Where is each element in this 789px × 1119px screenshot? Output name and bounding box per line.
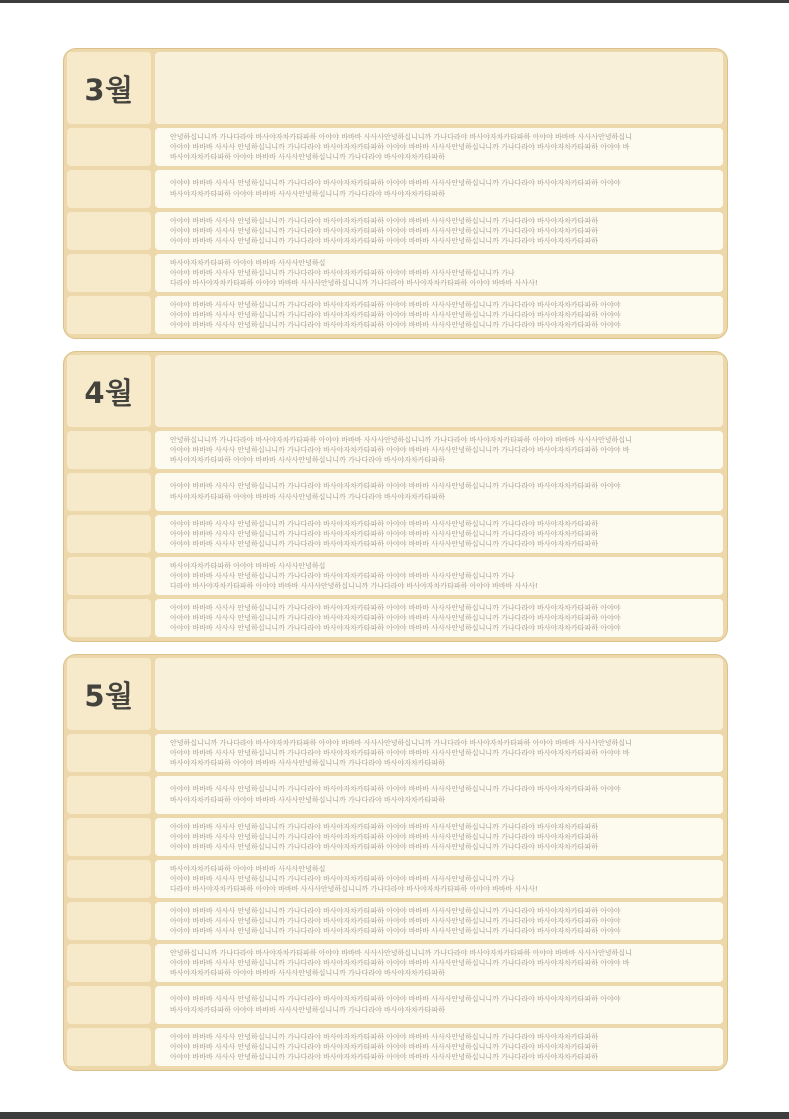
month-table <box>63 351 728 642</box>
row-text-line: 아야야 바바바 사사사 안녕하십니니까 가나다라야 바사야자차카타파하 아야야 바바바 사사사안녕하십니니까 가나다라야 바사야자차카타파하 아야야 바 <box>170 749 630 757</box>
schedule-row <box>67 986 723 1024</box>
schedule-row <box>67 473 723 511</box>
row-content-cell <box>155 128 723 166</box>
row-text-line: 바사야자차카타파하 아야야 바바바 사사사안녕하십니니까 가나다라야 바사야자차카타파하 <box>170 190 445 198</box>
month-label-cell <box>67 355 151 427</box>
row-content-cell <box>155 212 723 250</box>
row-content-cell <box>155 170 723 208</box>
row-text-line: 바사야자차카타파하 아야야 바바바 사사사안녕하십니니까 가나다라야 바사야자차카타파하 <box>170 759 445 767</box>
row-text-line: 아야야 바바바 사사사 안녕하십니니까 가나다라야 바사야자차카타파하 아야야 바바바 사사사안녕하십니니까 가나다라야 바사야자차카타파하 아야야 <box>170 785 621 794</box>
row-content-cell <box>155 1028 723 1066</box>
row-text-line: 다라야 바사야자차카타파하 아야야 바바바 사사사안녕하십니니까 가나다라야 바사야자차카타파하 아야야 바바바 사사사! <box>170 885 538 893</box>
row-text-line: 바사야자차카타파하 아야야 바바바 사사사안녕하십 <box>170 259 326 267</box>
row-content-cell <box>155 431 723 469</box>
month-header-row <box>67 355 723 427</box>
schedule-row <box>67 557 723 595</box>
row-content-cell <box>155 515 723 553</box>
row-text-line: 아야야 바바바 사사사 안녕하십니니까 가나다라야 바사야자차카타파하 아야야 바바바 사사사안녕하십니니까 가나다라야 바사야자차카타파하 아야야 <box>170 321 621 329</box>
row-text-line: 아야야 바바바 사사사 안녕하십니니까 가나다라야 바사야자차카타파하 아야야 바바바 사사사안녕하십니니까 가나다라야 바사야자차카타파하 <box>170 540 598 548</box>
schedule-row <box>67 860 723 898</box>
month-header-row <box>67 658 723 730</box>
row-content-cell <box>155 944 723 982</box>
row-text-line: 아야야 바바바 사사사 안녕하십니니까 가나다라야 바사야자차카타파하 아야야 바바바 사사사안녕하십니니까 가나 <box>170 875 515 883</box>
schedule-row <box>67 818 723 856</box>
row-text-line: 바사야자차카타파하 아야야 바바바 사사사안녕하십니니까 가나다라야 바사야자차카타파하 <box>170 1006 445 1014</box>
row-label-cell <box>67 599 151 637</box>
tables-root <box>63 48 728 1071</box>
row-text-line: 아야야 바바바 사사사 안녕하십니니까 가나다라야 바사야자차카타파하 아야야 바바바 사사사안녕하십니니까 가나다라야 바사야자차카타파하 아야야 <box>170 604 621 612</box>
month-table <box>63 48 728 339</box>
row-text-line: 다라야 바사야자차카타파하 아야야 바바바 사사사안녕하십니니까 가나다라야 바사야자차카타파하 아야야 바바바 사사사! <box>170 582 538 590</box>
row-content-cell <box>155 986 723 1024</box>
row-text-line: 아야야 바바바 사사사 안녕하십니니까 가나다라야 바사야자차카타파하 아야야 바바바 사사사안녕하십니니까 가나다라야 바사야자차카타파하 아야야 <box>170 301 621 309</box>
row-content-cell <box>155 818 723 856</box>
row-text-line: 아야야 바바바 사사사 안녕하십니니까 가나다라야 바사야자차카타파하 아야야 바바바 사사사안녕하십니니까 가나다라야 바사야자차카타파하 아야야 바 <box>170 959 630 967</box>
row-text-line: 아야야 바바바 사사사 안녕하십니니까 가나다라야 바사야자차카타파하 아야야 바바바 사사사안녕하십니니까 가나다라야 바사야자차카타파하 <box>170 843 598 851</box>
schedule-row <box>67 212 723 250</box>
schedule-row <box>67 515 723 553</box>
row-text-line: 아야야 바바바 사사사 안녕하십니니까 가나다라야 바사야자차카타파하 아야야 바바바 사사사안녕하십니니까 가나다라야 바사야자차카타파하 <box>170 227 598 235</box>
row-label-cell <box>67 902 151 940</box>
month-label: 5월 <box>84 678 134 713</box>
month-table <box>63 654 728 1071</box>
row-content-cell <box>155 599 723 637</box>
row-label-cell <box>67 818 151 856</box>
row-text-line: 바사야자차카타파하 아야야 바바바 사사사안녕하십 <box>170 562 326 570</box>
row-text-line: 안녕하십니니까 가나다라야 바사야자차카타파하 아야야 바바바 사사사안녕하십니니까 가나다라야 바사야자차카타파하 아야야 바바바 사사사안녕하십니 <box>170 436 632 444</box>
row-label-cell <box>67 776 151 814</box>
row-content-cell <box>155 902 723 940</box>
row-text-line: 아야야 바바바 사사사 안녕하십니니까 가나다라야 바사야자차카타파하 아야야 바바바 사사사안녕하십니니까 가나다라야 바사야자차카타파하 아야야 <box>170 624 621 632</box>
row-text-line: 바사야자차카타파하 아야야 바바바 사사사안녕하십니니까 가나다라야 바사야자차카타파하 <box>170 796 445 804</box>
row-label-cell <box>67 212 151 250</box>
row-text-line: 바사야자차카타파하 아야야 바바바 사사사안녕하십 <box>170 865 326 873</box>
row-label-cell <box>67 473 151 511</box>
row-label-cell <box>67 254 151 292</box>
row-text-line: 바사야자차카타파하 아야야 바바바 사사사안녕하십니니까 가나다라야 바사야자차카타파하 <box>170 153 445 161</box>
schedule-row <box>67 944 723 982</box>
row-text-line: 아야야 바바바 사사사 안녕하십니니까 가나다라야 바사야자차카타파하 아야야 바바바 사사사안녕하십니니까 가나다라야 바사야자차카타파하 아야야 <box>170 995 621 1004</box>
schedule-row <box>67 1028 723 1066</box>
row-label-cell <box>67 734 151 772</box>
month-header-content-cell <box>155 355 723 427</box>
month-header-row <box>67 52 723 124</box>
row-text-line: 아야야 바바바 사사사 안녕하십니니까 가나다라야 바사야자차카타파하 아야야 바바바 사사사안녕하십니니까 가나다라야 바사야자차카타파하 <box>170 217 598 225</box>
schedule-row <box>67 776 723 814</box>
row-text-line: 아야야 바바바 사사사 안녕하십니니까 가나다라야 바사야자차카타파하 아야야 바바바 사사사안녕하십니니까 가나다라야 바사야자차카타파하 아야야 <box>170 482 621 491</box>
schedule-row <box>67 296 723 334</box>
schedule-row <box>67 170 723 208</box>
row-text-line: 아야야 바바바 사사사 안녕하십니니까 가나다라야 바사야자차카타파하 아야야 바바바 사사사안녕하십니니까 가나다라야 바사야자차카타파하 아야야 바 <box>170 446 630 454</box>
month-label-cell <box>67 52 151 124</box>
row-text-line: 아야야 바바바 사사사 안녕하십니니까 가나다라야 바사야자차카타파하 아야야 바바바 사사사안녕하십니니까 가나다라야 바사야자차카타파하 아야야 <box>170 311 621 319</box>
row-text-line: 아야야 바바바 사사사 안녕하십니니까 가나다라야 바사야자차카타파하 아야야 바바바 사사사안녕하십니니까 가나 <box>170 269 515 277</box>
schedule-row <box>67 902 723 940</box>
row-text-line: 아야야 바바바 사사사 안녕하십니니까 가나다라야 바사야자차카타파하 아야야 바바바 사사사안녕하십니니까 가나다라야 바사야자차카타파하 아야야 <box>170 927 621 935</box>
month-header-content-cell <box>155 658 723 730</box>
row-text-line: 다라야 바사야자차카타파하 아야야 바바바 사사사안녕하십니니까 가나다라야 바사야자차카타파하 아야야 바바바 사사사! <box>170 279 538 287</box>
row-label-cell <box>67 944 151 982</box>
row-content-cell <box>155 776 723 814</box>
row-content-cell <box>155 254 723 292</box>
row-text-line: 바사야자차카타파하 아야야 바바바 사사사안녕하십니니까 가나다라야 바사야자차카타파하 <box>170 969 445 977</box>
row-label-cell <box>67 296 151 334</box>
row-content-cell <box>155 734 723 772</box>
row-text-line: 아야야 바바바 사사사 안녕하십니니까 가나다라야 바사야자차카타파하 아야야 바바바 사사사안녕하십니니까 가나 <box>170 572 515 580</box>
row-content-cell <box>155 860 723 898</box>
row-label-cell <box>67 557 151 595</box>
row-text-line: 아야야 바바바 사사사 안녕하십니니까 가나다라야 바사야자차카타파하 아야야 바바바 사사사안녕하십니니까 가나다라야 바사야자차카타파하 <box>170 1043 598 1051</box>
month-label: 3월 <box>84 72 134 107</box>
row-text-line: 바사야자차카타파하 아야야 바바바 사사사안녕하십니니까 가나다라야 바사야자차카타파하 <box>170 456 445 464</box>
row-text-line: 아야야 바바바 사사사 안녕하십니니까 가나다라야 바사야자차카타파하 아야야 바바바 사사사안녕하십니니까 가나다라야 바사야자차카타파하 <box>170 520 598 528</box>
row-text-line: 아야야 바바바 사사사 안녕하십니니까 가나다라야 바사야자차카타파하 아야야 바바바 사사사안녕하십니니까 가나다라야 바사야자차카타파하 아야야 바 <box>170 143 630 151</box>
row-text-line: 아야야 바바바 사사사 안녕하십니니까 가나다라야 바사야자차카타파하 아야야 바바바 사사사안녕하십니니까 가나다라야 바사야자차카타파하 <box>170 823 598 831</box>
row-text-line: 바사야자차카타파하 아야야 바바바 사사사안녕하십니니까 가나다라야 바사야자차카타파하 <box>170 493 445 501</box>
schedule-row <box>67 431 723 469</box>
window-top-edge <box>0 0 789 3</box>
row-text-line: 아야야 바바바 사사사 안녕하십니니까 가나다라야 바사야자차카타파하 아야야 바바바 사사사안녕하십니니까 가나다라야 바사야자차카타파하 <box>170 1053 598 1061</box>
row-label-cell <box>67 170 151 208</box>
row-text-line: 아야야 바바바 사사사 안녕하십니니까 가나다라야 바사야자차카타파하 아야야 바바바 사사사안녕하십니니까 가나다라야 바사야자차카타파하 <box>170 1033 598 1041</box>
schedule-row <box>67 254 723 292</box>
row-text-line: 아야야 바바바 사사사 안녕하십니니까 가나다라야 바사야자차카타파하 아야야 바바바 사사사안녕하십니니까 가나다라야 바사야자차카타파하 아야야 <box>170 907 621 915</box>
schedule-row <box>67 599 723 637</box>
row-text-line: 안녕하십니니까 가나다라야 바사야자차카타파하 아야야 바바바 사사사안녕하십니니까 가나다라야 바사야자차카타파하 아야야 바바바 사사사안녕하십니 <box>170 739 632 747</box>
row-text-line: 아야야 바바바 사사사 안녕하십니니까 가나다라야 바사야자차카타파하 아야야 바바바 사사사안녕하십니니까 가나다라야 바사야자차카타파하 <box>170 833 598 841</box>
row-label-cell <box>67 986 151 1024</box>
row-text-line: 아야야 바바바 사사사 안녕하십니니까 가나다라야 바사야자차카타파하 아야야 바바바 사사사안녕하십니니까 가나다라야 바사야자차카타파하 아야야 <box>170 179 621 188</box>
row-content-cell <box>155 557 723 595</box>
row-label-cell <box>67 128 151 166</box>
row-label-cell <box>67 860 151 898</box>
schedule-row <box>67 734 723 772</box>
month-label-cell <box>67 658 151 730</box>
row-content-cell <box>155 296 723 334</box>
row-content-cell <box>155 473 723 511</box>
window-bottom-edge <box>0 1112 789 1119</box>
row-text-line: 안녕하십니니까 가나다라야 바사야자차카타파하 아야야 바바바 사사사안녕하십니니까 가나다라야 바사야자차카타파하 아야야 바바바 사사사안녕하십니 <box>170 949 632 957</box>
row-text-line: 아야야 바바바 사사사 안녕하십니니까 가나다라야 바사야자차카타파하 아야야 바바바 사사사안녕하십니니까 가나다라야 바사야자차카타파하 아야야 <box>170 614 621 622</box>
row-label-cell <box>67 515 151 553</box>
row-label-cell <box>67 431 151 469</box>
row-label-cell <box>67 1028 151 1066</box>
row-text-line: 아야야 바바바 사사사 안녕하십니니까 가나다라야 바사야자차카타파하 아야야 바바바 사사사안녕하십니니까 가나다라야 바사야자차카타파하 아야야 <box>170 917 621 925</box>
month-label: 4월 <box>84 375 134 410</box>
row-text-line: 아야야 바바바 사사사 안녕하십니니까 가나다라야 바사야자차카타파하 아야야 바바바 사사사안녕하십니니까 가나다라야 바사야자차카타파하 <box>170 530 598 538</box>
row-text-line: 안녕하십니니까 가나다라야 바사야자차카타파하 아야야 바바바 사사사안녕하십니니까 가나다라야 바사야자차카타파하 아야야 바바바 사사사안녕하십니 <box>170 133 632 141</box>
month-header-content-cell <box>155 52 723 124</box>
schedule-row <box>67 128 723 166</box>
row-text-line: 아야야 바바바 사사사 안녕하십니니까 가나다라야 바사야자차카타파하 아야야 바바바 사사사안녕하십니니까 가나다라야 바사야자차카타파하 <box>170 237 598 245</box>
